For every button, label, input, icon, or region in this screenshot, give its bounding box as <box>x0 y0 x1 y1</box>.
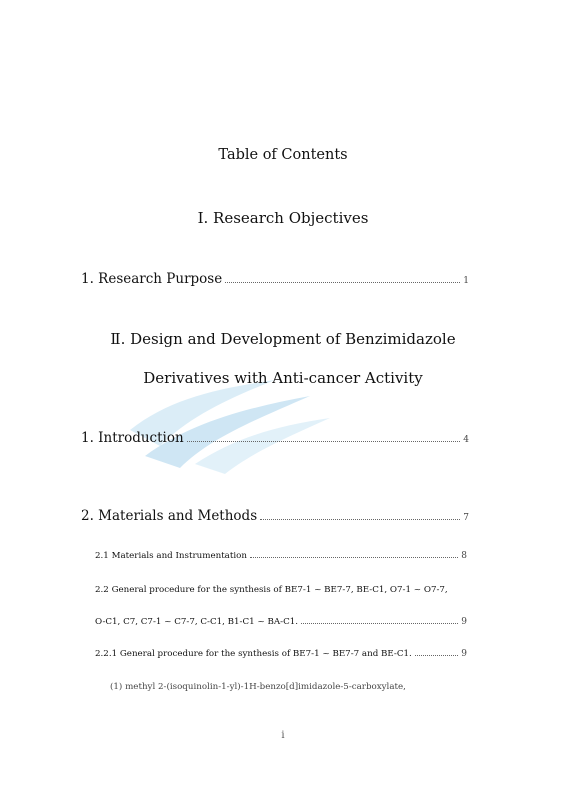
chapter-2-heading-line-1: Ⅱ. Design and Development of Benzimidazole <box>110 330 456 348</box>
toc-entry-general-procedure-line-1[interactable]: 2.2 General procedure for the synthesis of BE7-1 ~ BE7-7, BE-C1, O7-1 ~ O7-7, <box>95 585 448 595</box>
toc-page-number: 8 <box>461 551 467 561</box>
toc-page-number: 9 <box>461 617 467 627</box>
dot-leader <box>250 557 458 558</box>
page-footer-number: i <box>281 730 285 741</box>
toc-entry-materials-instrumentation[interactable] <box>95 551 467 561</box>
toc-entry-label: 2.1 Materials and Instrumentation <box>95 551 247 561</box>
toc-page-number: 9 <box>461 649 467 659</box>
chapter-2-heading-line-2: Derivatives with Anti-cancer Activity <box>143 369 423 387</box>
dot-leader <box>301 623 458 624</box>
toc-page-number: 1 <box>463 276 469 286</box>
toc-entry-label: O-C1, C7, C7-1 ~ C7-7, C-C1, B1-C1 ~ BA-C1. <box>95 617 299 627</box>
toc-entry-materials-methods[interactable] <box>81 508 469 524</box>
dot-leader <box>187 441 461 442</box>
toc-entry-general-procedure[interactable] <box>95 617 467 627</box>
toc-entry-compound-1[interactable]: (1) methyl 2-(isoquinolin-1-yl)-1H-benzo[d]imidazole-5-carboxylate, <box>110 682 406 692</box>
toc-entry-label: 1. Research Purpose <box>81 271 223 287</box>
dot-leader <box>260 519 460 520</box>
toc-entry-introduction[interactable] <box>81 430 469 446</box>
toc-page-number: 7 <box>463 513 469 523</box>
chapter-1-heading: Ⅰ. Research Objectives <box>197 209 369 227</box>
toc-page-number: 4 <box>463 435 469 445</box>
toc-entry-label: 2. Materials and Methods <box>81 508 258 524</box>
dot-leader <box>415 655 458 656</box>
toc-entry-label: 2.2.1 General procedure for the synthesis of BE7-1 ~ BE7-7 and BE-C1. <box>95 649 412 659</box>
toc-entry-research-purpose[interactable] <box>81 271 469 287</box>
toc-entry-label: 1. Introduction <box>81 430 184 446</box>
dot-leader <box>225 282 460 283</box>
page-title: Table of Contents <box>218 147 348 163</box>
toc-entry-synthesis-be7[interactable] <box>95 649 467 659</box>
